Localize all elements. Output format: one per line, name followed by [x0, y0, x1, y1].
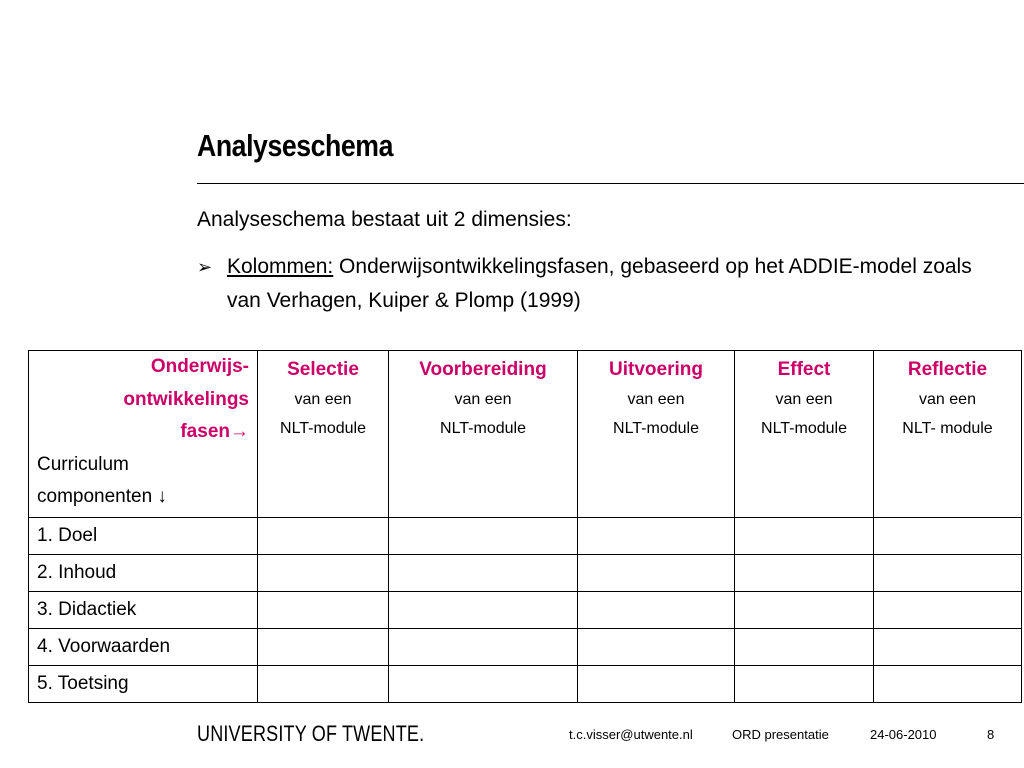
phase-axis-line2: ontwikkelings	[123, 388, 249, 410]
table-cell	[389, 555, 578, 592]
table-cell	[578, 629, 735, 666]
table-cell	[389, 518, 578, 555]
footer-email: t.c.visser@utwente.nl	[569, 727, 693, 742]
column-sub1: van een	[454, 391, 512, 408]
component-axis-line1: Curriculum	[37, 453, 129, 475]
table-row	[29, 592, 1022, 629]
table-cell	[874, 629, 1022, 666]
table-cell	[735, 666, 874, 703]
column-sub1: van een	[294, 391, 352, 408]
column-sub1: van een	[627, 391, 685, 408]
row-label: 3. Didactiek	[29, 592, 258, 629]
footer-date: 24-06-2010	[870, 727, 937, 742]
page-number: 8	[987, 727, 995, 742]
bullet-text	[227, 250, 977, 318]
column-phase: Effect	[777, 359, 831, 380]
row-label: 1. Doel	[29, 518, 258, 555]
component-axis-line2: componenten ↓	[37, 486, 167, 507]
table-cell	[735, 555, 874, 592]
column-sub2: NLT-module	[280, 420, 366, 437]
table-cell	[258, 555, 389, 592]
column-header-selectie	[258, 351, 389, 518]
table-cell	[578, 518, 735, 555]
corner-header-cell	[29, 351, 258, 518]
table-cell	[874, 666, 1022, 703]
slide-title: Analyseschema	[197, 128, 393, 163]
bullet-label: Kolommen:	[227, 255, 334, 278]
column-phase: Selectie	[287, 359, 359, 380]
table-cell	[735, 518, 874, 555]
bullet-body: Onderwijsontwikkelingsfasen, gebaseerd op het ADDIE-model zoals van Verhagen, Kuiper & Plomp (1999)	[227, 255, 972, 312]
table-cell	[578, 666, 735, 703]
column-sub2: NLT-module	[613, 420, 699, 437]
table-row	[29, 666, 1022, 703]
column-header-effect	[735, 351, 874, 518]
table-row	[29, 555, 1022, 592]
table-cell	[258, 518, 389, 555]
university-logo: UNIVERSITY OF TWENTE.	[197, 721, 425, 746]
footer-presentation: ORD presentatie	[732, 727, 829, 742]
analysis-table	[28, 350, 1022, 703]
column-phase: Voorbereiding	[419, 359, 547, 380]
table-cell	[258, 629, 389, 666]
table-cell	[578, 555, 735, 592]
table-cell	[389, 666, 578, 703]
column-sub2: NLT- module	[902, 420, 993, 437]
row-label: 2. Inhoud	[29, 555, 258, 592]
column-sub1: van een	[775, 391, 833, 408]
table-cell	[874, 518, 1022, 555]
table-cell	[874, 592, 1022, 629]
table-row	[29, 629, 1022, 666]
row-label: 5. Toetsing	[29, 666, 258, 703]
column-phase: Reflectie	[907, 359, 988, 380]
table-cell	[258, 666, 389, 703]
column-sub2: NLT-module	[761, 420, 847, 437]
table-cell	[258, 592, 389, 629]
table-row	[29, 518, 1022, 555]
table-cell	[389, 592, 578, 629]
column-phase: Uitvoering	[609, 359, 703, 380]
column-header-uitvoering	[578, 351, 735, 518]
phase-axis-line3: fasen→	[180, 421, 249, 442]
title-divider	[197, 183, 1024, 184]
arrow-bullet-icon: ➢	[197, 257, 213, 277]
column-header-reflectie	[874, 351, 1022, 518]
table-cell	[874, 555, 1022, 592]
phase-axis-line1: Onderwijs-	[150, 356, 249, 377]
column-header-voorbereiding	[389, 351, 578, 518]
column-sub2: NLT-module	[440, 420, 526, 437]
column-sub1: van een	[919, 391, 976, 408]
table-cell	[735, 629, 874, 666]
table-cell	[389, 629, 578, 666]
row-label: 4. Voorwaarden	[29, 629, 258, 666]
table-cell	[578, 592, 735, 629]
table-cell	[735, 592, 874, 629]
intro-text: Analyseschema bestaat uit 2 dimensies:	[197, 208, 572, 231]
